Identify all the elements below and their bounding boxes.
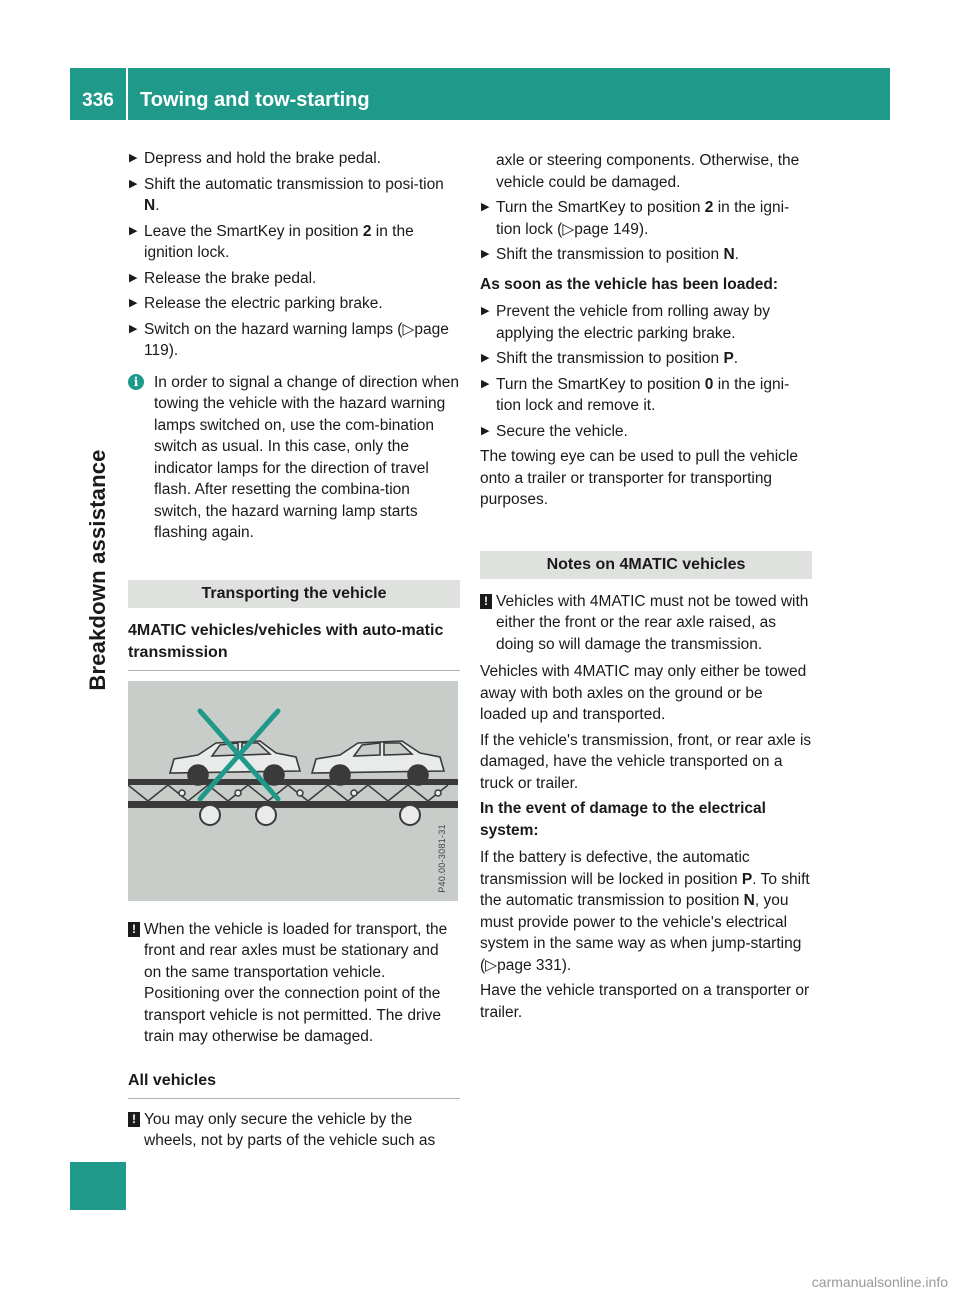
step-arrow-icon: ▶: [481, 305, 490, 317]
electrical-heading: In the event of damage to the electrical system:: [480, 800, 766, 839]
section-heading-transporting: Transporting the vehicle: [128, 580, 460, 608]
step-arrow-icon: ▶: [481, 201, 490, 213]
step-smartkey-position: ▶ Leave the SmartKey in position 2 in the ignition lock.: [129, 222, 414, 261]
step-smartkey-2: ▶ Turn the SmartKey to position 2 in the igni-tion lock (▷page 149).: [481, 199, 790, 238]
subheading-4matic: 4MATIC vehicles/vehicles with auto-matic transmission: [128, 620, 460, 671]
step-shift-neutral: ▶ Shift the automatic transmission to posi-tion N.: [129, 175, 444, 214]
step-hazard-lamps: ▶ Switch on the hazard warning lamps (▷page 119).: [129, 320, 449, 359]
left-column: [128, 148, 460, 1158]
side-tab-label: Breakdown assistance: [85, 449, 110, 691]
step-brake-release: ▶ Release the brake pedal.: [128, 268, 460, 290]
info-icon: i: [128, 374, 144, 390]
car-right: [312, 741, 444, 785]
figure-code: P40.00-3081-31: [436, 823, 447, 893]
paragraph-damage: If the vehicle's transmission, front, or rear axle is damaged, have the vehicle transported on a truck or trailer.: [480, 731, 812, 792]
section-heading-4matic: Notes on 4MATIC vehicles: [480, 551, 812, 579]
step-secure: ▶ Secure the vehicle.: [480, 421, 812, 443]
step-arrow-icon: ▶: [481, 424, 490, 437]
deck-truss: [128, 785, 448, 801]
ref-arrow-icon: ▷: [485, 956, 498, 974]
warning-secure: ! You may only secure the vehicle by the wheels, not by parts of the vehicle such as: [128, 1109, 460, 1152]
paragraph-4matic-towing: Vehicles with 4MATIC may only either be towed away with both axles on the ground or be loaded up and transported.: [480, 663, 807, 723]
warning-icon: !: [480, 594, 492, 609]
ref-arrow-icon: ▷: [402, 320, 415, 338]
step-arrow-icon: ▶: [129, 224, 138, 237]
step-parking-brake-release: ▶ Release the electric parking brake.: [128, 293, 460, 315]
step-prevent-rolling: ▶ Prevent the vehicle from rolling away by applying the electric parking brake.: [481, 303, 770, 342]
page-reference[interactable]: page 149: [574, 220, 639, 238]
footer-watermark: carmanualsonline.info: [811, 1274, 948, 1290]
step-shift-p: ▶ Shift the transmission to position P.: [480, 348, 812, 370]
step-arrow-icon: ▶: [481, 377, 490, 390]
side-tab-marker: [70, 1162, 126, 1210]
warning-icon: !: [128, 1112, 140, 1127]
page-reference[interactable]: page 331: [497, 956, 562, 974]
towing-eye-paragraph: The towing eye can be used to pull the vehicle onto a trailer or transporter for transporting purposes.: [480, 448, 798, 508]
step-arrow-icon: ▶: [129, 297, 138, 309]
paragraph-transporter: Have the vehicle transported on a transporter or trailer.: [480, 982, 810, 1021]
transport-illustration: [128, 681, 458, 901]
page-reference[interactable]: page 119: [144, 320, 449, 359]
paragraph-battery: If the battery is defective, the automatic transmission will be locked in position P. To shift the automatic transmission to position N, you must provide power to the vehicle's electrical system in the same way as when jump-starting (▷page 331).: [480, 849, 810, 974]
step-smartkey-0: ▶ Turn the SmartKey to position 0 in the igni-tion lock and remove it.: [481, 375, 790, 414]
transport-diagram: [128, 681, 458, 901]
ref-arrow-icon: ▷: [562, 220, 575, 238]
page-number: 336: [70, 68, 126, 120]
right-column: [480, 148, 812, 1027]
continuation-text: axle or steering components. Otherwise, the vehicle could be damaged.: [496, 152, 800, 191]
warning-transport: ! When the vehicle is loaded for transport, the front and rear axles must be stationary and on the same transportation vehicle. Positioning over the connection point of the transport vehicle is not permitted. The drive train may otherwise be damaged.: [128, 919, 460, 1048]
chapter-title: Towing and tow-starting: [128, 68, 890, 120]
step-arrow-icon: ▶: [129, 322, 138, 335]
step-arrow-icon: ▶: [129, 152, 138, 164]
info-note: i In order to signal a change of direction when towing the vehicle with the hazard warning lamps switched on, use the com-bination switch as usual. In this case, only the indicator lamps for the direction of travel flash. After resetting the combina-tion switch, the hazard warning lamp starts flashing again.: [128, 372, 460, 544]
warning-icon: !: [128, 922, 140, 937]
loaded-heading: As soon as the vehicle has been loaded:: [480, 275, 779, 293]
subheading-all-vehicles: All vehicles: [128, 1070, 460, 1099]
step-arrow-icon: ▶: [481, 352, 490, 364]
warning-4matic: ! Vehicles with 4MATIC must not be towed with either the front or the rear axle raised, as doing so will damage the transmission.: [480, 591, 812, 656]
step-arrow-icon: ▶: [129, 177, 138, 190]
step-brake-hold: ▶ Depress and hold the brake pedal.: [128, 148, 460, 170]
step-arrow-icon: ▶: [481, 248, 490, 260]
step-arrow-icon: ▶: [129, 271, 138, 284]
step-shift-n: ▶ Shift the transmission to position N.: [480, 244, 812, 266]
